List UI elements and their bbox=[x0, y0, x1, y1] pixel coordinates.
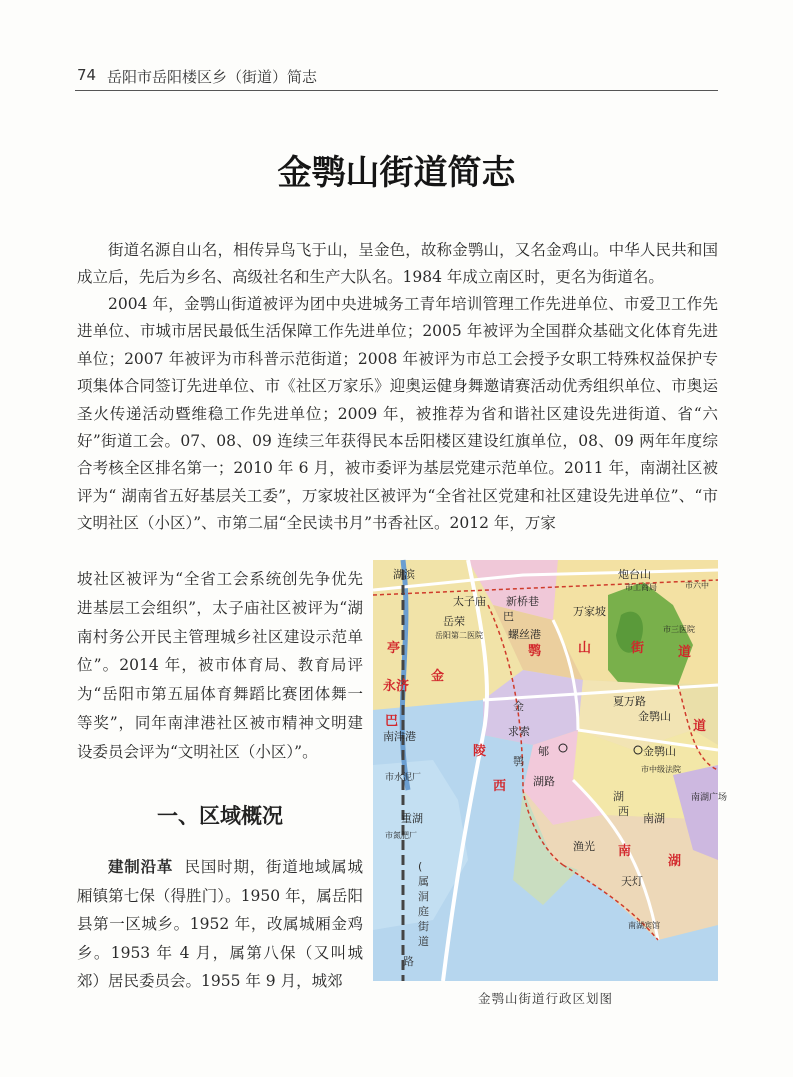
running-header bbox=[75, 64, 718, 91]
subsection-text: 民国时期，街道地域属城厢镇第七保（得胜门）。1950 年，属岳阳县第一区城乡。1952 年，改属城厢金鸡乡。1953 年 4 月，属第八保（又叫城郊）居民委员会。1955 年 9 月，城郊 bbox=[77, 858, 363, 991]
map-road-dongting-6: 道 bbox=[418, 935, 429, 948]
section-heading: 一、区域概况 bbox=[157, 804, 283, 828]
map-label-danfei: 市氮肥厂 bbox=[385, 831, 417, 840]
map-label-district-1: 金 bbox=[431, 669, 445, 684]
map-label-left-6: 西 bbox=[493, 779, 507, 794]
map-label-nanhu-hotel: 南湖宾馆 bbox=[628, 921, 660, 930]
subsection-lead: 建制沿革 bbox=[108, 858, 174, 876]
map-road-dongting-3: 洞 bbox=[418, 890, 429, 903]
map-road-dongting-4: 庭 bbox=[418, 905, 429, 918]
map-road-dongting-5: 街 bbox=[418, 920, 429, 933]
map-label-taizimiao: 太子庙 bbox=[453, 595, 486, 608]
map-label-jindong: 市中级法院 bbox=[641, 765, 681, 774]
map-label-luosigang: 螺丝港 bbox=[508, 628, 541, 641]
map-caption: 金鹗山街道行政区划图 bbox=[477, 991, 613, 1006]
map-label-qiusuo: 求索 bbox=[508, 725, 530, 738]
map-label-district-3: 山 bbox=[578, 641, 592, 656]
map-label-gouxiang: 郇 bbox=[538, 745, 549, 758]
map-label-jinashan-main: 金鹗山 bbox=[643, 745, 676, 758]
map-label-yueyang-hospital: 岳阳第二医院 bbox=[435, 631, 483, 640]
paragraph-origin: 街道名源自山名，相传异鸟飞于山，呈金色，故称金鹗山，又名金鸡山。中华人民共和国成立后，先后为乡名、高级社名和生产大队名。1984 年成立南区时，更名为街道名。 bbox=[77, 241, 718, 287]
map-label-south-1: 南 bbox=[618, 844, 632, 859]
map-label-south-2: 湖 bbox=[668, 854, 682, 869]
map-label-rail-left: 亭 bbox=[387, 641, 401, 656]
map-label-lakeside: 湖滨 bbox=[393, 568, 415, 581]
map-label-yuguang: 渔光 bbox=[573, 840, 595, 853]
map-road-jinhe-2: 鹗 bbox=[513, 755, 524, 768]
map-road-baling-1: 巴 bbox=[503, 610, 514, 623]
chapter-title: 金鹗山街道简志 bbox=[277, 153, 516, 193]
map-label-left-4: 巴 bbox=[385, 714, 399, 729]
map-label-nanjingang: 南津港 bbox=[383, 730, 416, 743]
map-label-left-5: 陵 bbox=[473, 744, 487, 759]
map-label-xinqiaoxiang: 新桥巷 bbox=[506, 595, 539, 608]
map-label-wanjiapo: 万家坡 bbox=[573, 605, 606, 618]
map-label-hulu: 湖路 bbox=[533, 775, 555, 788]
map-road-mengze-1: 路 bbox=[403, 955, 414, 968]
map-label-right-1: 道 bbox=[693, 719, 707, 734]
map-label-paotaishan: 炮台山 bbox=[618, 568, 651, 581]
map-label-shuinichang: 市水泥厂 bbox=[385, 773, 422, 783]
book-title: 岳阳市岳阳楼区乡（街道）简志 bbox=[107, 68, 318, 86]
map-label-market: 市工商局 bbox=[625, 583, 657, 592]
district-map bbox=[373, 560, 728, 981]
page-number: 74 bbox=[77, 66, 97, 84]
map-label-chonghu: 重湖 bbox=[401, 812, 423, 825]
map-label-tiandeng: 天灯 bbox=[621, 875, 643, 888]
map-label-sanyiyuan: 市三医院 bbox=[663, 625, 695, 634]
paragraph-honors: 2004 年，金鹗山街道被评为团中央进城务工青年培训管理工作先进单位、市爱卫工作先进单位、市城市居民最低生活保障工作先进单位；2005 年被评为全国群众基础文化体育先进单位；2007 年被评为市科普示范街道；2008 年被评为市总工会授予女职工特殊权益保护专项集体合同签订先进单位、市《社区万家乐》迎奥运健身舞邀请赛活动优秀组织单位、市奥运圣火传递活动暨维稳工作先进单位；2009 年，被推荐为省和谐社区建设先进街道、省“六好”街道工会。07、08、09 连续三年获得民本岳阳楼区建设红旗单位，08、09 两年年度综合考核全区排名第一；2010 年 6 月，被市委评为基层党建示范单位。2011 年，南湖社区被评为“ 湖南省五好基层关工委”，万家坡社区被评为“全省社区党建和社区建设先进单位”、“市文明社区（小区）”、市第二届“全民读书月”书香社区。2012 年，万家 bbox=[77, 295, 718, 533]
map-label-jinashan-station: 金鹗山 bbox=[638, 710, 671, 723]
paragraph-honors-continued: 坡社区被评为“全省工会系统创先争优先进基层工会组织”，太子庙社区被评为“湖南村务公开民主管理城乡社区建设示范单位”。2014 年，被市体育局、教育局评为“岳阳市第五届体育舞蹈比赛团体舞一等奖”，同年南津港社区被市精神文明建设委员会评为“文明社区（小区）”。 bbox=[77, 570, 363, 761]
map-label-district-4: 街 bbox=[631, 641, 645, 656]
map-label-district-5: 道 bbox=[678, 645, 692, 660]
map-road-dongting-2: 属 bbox=[418, 875, 429, 888]
map-label-yuerong: 岳荣 bbox=[443, 615, 465, 628]
map-road-yanhu-1: 湖 bbox=[613, 790, 624, 803]
map-road-jinhe-1: 金 bbox=[513, 700, 524, 713]
map-label-nanhu-square: 南湖广场 bbox=[691, 793, 728, 803]
map-label-district-2: 鹗 bbox=[528, 644, 542, 659]
map-road-dongting-1: ( bbox=[418, 860, 423, 873]
paragraph-history bbox=[77, 853, 363, 996]
map-label-xiawanlu: 夏万路 bbox=[613, 695, 646, 708]
map-label-nanhu: 南湖 bbox=[643, 812, 665, 825]
map-label-city-six: 市六中 bbox=[685, 581, 709, 590]
map-road-yanhu-2: 西 bbox=[618, 805, 629, 818]
map-label-left-3: 永济 bbox=[383, 679, 410, 694]
